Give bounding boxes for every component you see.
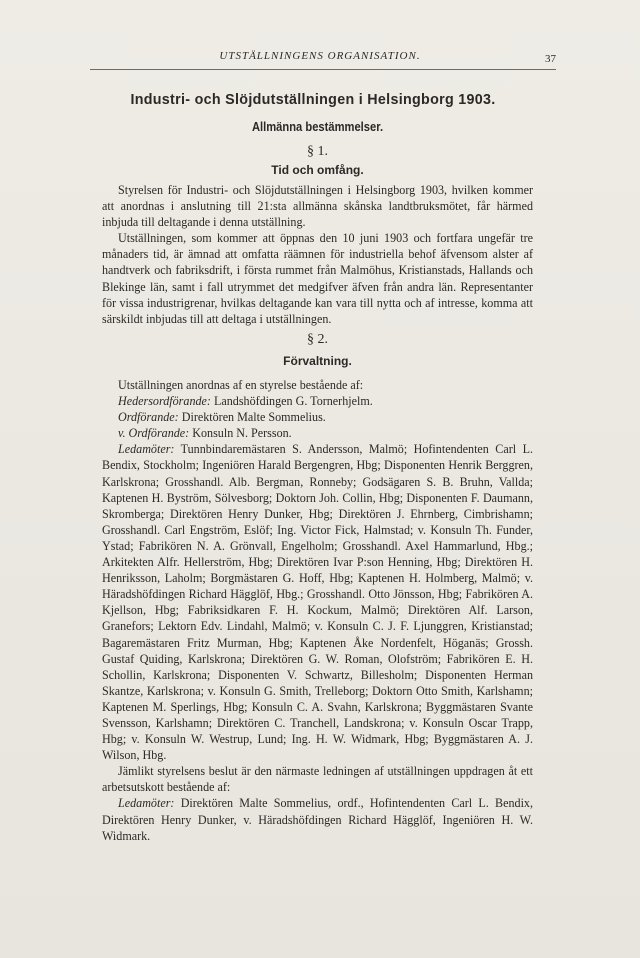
- page-subtitle: Allmänna bestämmelser.: [251, 119, 384, 134]
- committee-members: [102, 795, 533, 843]
- section-1-heading: Tid och omfång.: [271, 163, 364, 177]
- section-2-heading: Förvaltning.: [283, 354, 352, 368]
- board-members: [102, 441, 533, 763]
- committee-role: Ledamöter:: [118, 796, 175, 811]
- vice-chair-name: Konsuln N. Persson.: [192, 426, 292, 441]
- committee-list: Direktören Malte Sommelius, ordf., Hofintendenten Carl L. Bendix, Direktören Henry Dunker, v. Häradshöfdingen Richard Hägglöf, Ingeniören H. W. Widmark.: [102, 796, 533, 843]
- page-number: 37: [545, 53, 556, 65]
- chair-line: [102, 409, 533, 425]
- page-title: Industri- och Slöjdutställningen i Helsingborg 1903.: [130, 92, 496, 108]
- running-head: UTSTÄLLNINGENS ORGANISATION.: [219, 50, 421, 62]
- members-role: Ledamöter:: [118, 442, 175, 457]
- section-2-mark: § 2.: [307, 332, 328, 347]
- section-2-body: [102, 377, 533, 844]
- chair-name: Direktören Malte Sommelius.: [181, 410, 326, 425]
- vice-chair-role: v. Ordförande:: [118, 426, 190, 441]
- section-1-paragraph: Styrelsen för Industri- och Slöjdutställningen i Helsingborg 1903, hvilken kommer att anordnas i anslutning till 21:sta allmänna skånska landtbruksmötet, får härmed inbjuda till deltagande i denna utställning.: [102, 183, 533, 230]
- header-rule: [90, 69, 556, 70]
- members-list: Tunnbindaremästaren S. Andersson, Malmö; Hofintendenten Carl L. Bendix, Stockholm; Ingeniören Harald Bergengren, Hbg; Disponenten Henrik Berggren, Karlskrona; Grosshandl. Alb. Bergman, Ronneby; Godsägaren S. B. Bruhn, Vallda; Kaptenen H. Byström, Sölvesborg; Doktorn Joh. Collin, Hbg; Disponenten F. Daumann, Skromberga; Direktören Henry Dunker, Hbg; Direktören J. Ehrnberg, Cimbrishamn; Grosshandl. Carl Engström, Eslöf; Ing. Victor Fick, Halmstad; v. Konsuln Th. Funder, Ystad; Fabrikören N. A. Grönvall, Engelholm; Grosshandl. Axel Hammarlund, Hbg.; Arkitekten Alfr. Hellerström, Hbg; Direktören Ivar P:son Henning, Hbg; Direktören H. Henriksson, Laholm; Borgmästaren G. Hoff, Hbg; Kaptenen H. Holmberg, Malmö; v. Häradshöfdingen Richard Hägglöf, Hbg.; Grosshandl. Otto Jönsson, Hbg; Fabrikören A. Kjellson, Hbg; Fabriksidkaren F. H. Kockum, Malmö; Direktören Alf. Larson, Granefors; Lektorn Edv. Lindahl, Malmö; v. Konsuln C. J. F. Ljunggren, Kristianstad; Bagaremästaren Fritz Murman, Hbg; Kaptenen Åke Nordenfelt, Höganäs; Grossh. Gustaf Quiding, Karlskrona; Direktören G. W. Roman, Olofström; Fabrikören E. H. Schollin, Karlskrona; Disponenten V. Schwartz, Billesholm; Disponenten Herman Skantze, Karlskrona; v. Konsuln G. Smith, Trelleborg; Doktorn Otto Smith, Karlshamn; Kaptenen M. Sperlings, Hbg; Konsuln C. A. Svahn, Karlskrona; Byggmästaren Svante Svensson, Karlshamn; Direktören C. Tranchell, Landskrona; v. Konsuln Oscar Trapp, Hbg; v. Konsuln W. Westrup, Lund; Ing. H. W. Widmark, Hbg; Byggmästaren A. J. Wilson, Hbg.: [102, 442, 533, 763]
- vice-chair-line: [102, 425, 533, 441]
- committee-intro: Jämlikt styrelsens beslut är den närmaste ledningen af utställningen uppdragen åt ett arbetsutskott bestående af:: [102, 764, 533, 795]
- chair-role: Ordförande:: [118, 410, 179, 425]
- board-intro: Utställningen anordnas af en styrelse bestående af:: [118, 378, 364, 392]
- section-1-mark: § 1.: [307, 144, 328, 159]
- honorary-chair-role: Hedersordförande:: [118, 394, 211, 409]
- section-1-body: [102, 182, 533, 327]
- honorary-chair-name: Landshöfdingen G. Tornerhjelm.: [213, 394, 373, 409]
- honorary-chair-line: [102, 393, 533, 409]
- section-1-paragraph: Utställningen, som kommer att öppnas den 10 juni 1903 och fortfara ungefär tre månaders tid, är ämnad att omfatta räämnen för industriella behof äfvensom alster af handtverk och fabriksdrift, i första rummet från Malmöhus, Kristianstads, Hallands och Blekinge län, samt i fall utrymmet det medgifver äfven från andra län. Representanter för vissa industrigrenar, hvilkas deltagande kan vara till nytta och af intresse, komma att särskildt inbjudas till att deltaga i utställningen.: [102, 231, 533, 326]
